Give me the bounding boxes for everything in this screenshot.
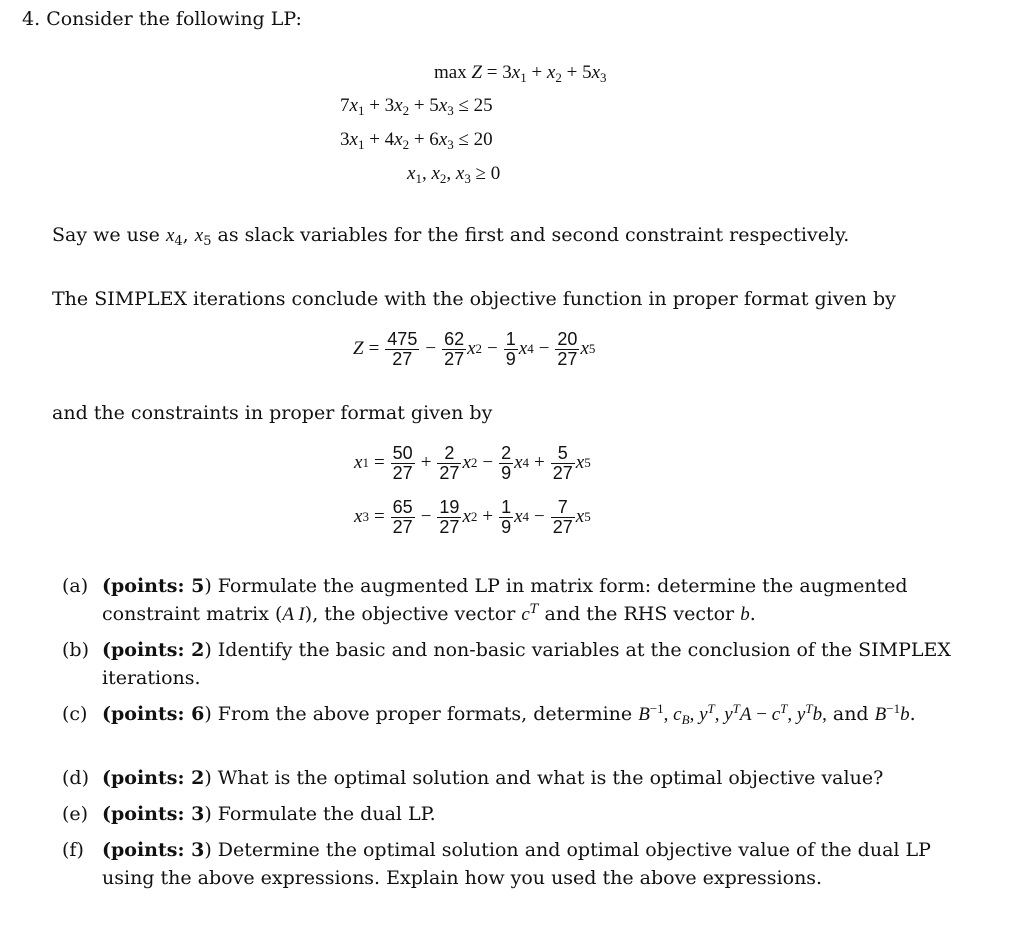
slack-pre-text: Say we use — [52, 224, 160, 246]
part-b: (b) (points: 2) Identify the basic and non-basic variables at the conclusion of the SIMPLEX iterations. — [62, 636, 962, 692]
part-d: (d) (points: 2) What is the optimal solution and what is the optimal objective value? — [62, 764, 962, 792]
problem-number: 4. — [22, 8, 41, 30]
part-b-text: Identify the basic and non-basic variables at the conclusion of the SIMPLEX iterations. — [102, 639, 951, 689]
z-const-frac: $\frac{475}{27}$ — [387, 329, 418, 369]
part-f-text: Determine the optimal solution and optimal objective value of the dual LP using the above expressions. Explain how you used the above expressions. — [102, 839, 931, 889]
part-e-label: (e) — [62, 803, 89, 825]
part-a: (a) (points: 5) Formulate the augmented LP in matrix form: determine the augmented constraint matrix (A I), the objective vector $c^T$ and the RHS vector b. — [62, 572, 962, 629]
lp-nonnegativity: $x_1$, $x_2$, $x_3 \ge 0$ — [407, 163, 501, 186]
constraints-intro: and the constraints in proper format given by — [52, 402, 493, 424]
part-a-text: Formulate the augmented LP in matrix form: determine the augmented constraint matrix — [102, 575, 908, 625]
part-f: (f) (points: 3) Determine the optimal solution and optimal objective value of the dual LP using the above expressions. Explain how you used the above expressions. — [62, 836, 962, 892]
part-e: (e) (points: 3) Formulate the dual LP. — [62, 800, 962, 828]
max-keyword: max — [434, 62, 467, 83]
x1-equation: x 1 = $\frac{50}{27}$ + $\frac{2}{27}$ x 2 − $\frac{2}{9}$ x 4 + $\frac{5}{27}$ x 5 — [354, 443, 591, 483]
part-a-label: (a) — [62, 575, 89, 597]
part-f-label: (f) — [62, 839, 84, 861]
lp-constraint-2: $3x_1 + 4x_2 + 6x_3 \le 20$ — [340, 129, 493, 152]
slack-sentence: Say we use $x_4$, $x_5$ as slack variables for the first and second constraint respectively. — [52, 224, 850, 249]
simplex-sentence: The SIMPLEX iterations conclude with the objective function in proper format given by — [52, 288, 896, 310]
part-c: (c) (points: 6) From the above proper formats, determine $B^{-1}$, $c_B$, $y^T$, $y^TA - c^T$, $y^Tb$, and $B^{-1}b$. — [62, 701, 916, 727]
z-equation: Z = $\frac{475}{27}$ − $\frac{62}{27}$ x 2 − $\frac{1}{9}$ x 4 − $\frac{20}{27}$ x 5 — [353, 329, 596, 369]
slack-post-text: as slack variables for the first and second constraint respectively. — [217, 224, 850, 246]
problem-intro: Consider the following LP: — [46, 8, 302, 30]
part-e-text: Formulate the dual LP. — [217, 803, 436, 825]
part-d-text: What is the optimal solution and what is the optimal objective value? — [217, 767, 884, 789]
problem-header — [22, 8, 302, 30]
part-b-label: (b) — [62, 639, 89, 661]
x3-equation: x 3 = $\frac{65}{27}$ − $\frac{19}{27}$ x 2 + $\frac{1}{9}$ x 4 − $\frac{7}{27}$ x 5 — [354, 497, 591, 537]
part-d-label: (d) — [62, 767, 89, 789]
lp-objective: $\max Z = 3x_1 + x_2 + 5x_3$ — [434, 62, 607, 85]
part-c-text: From the above proper formats, determine — [217, 703, 633, 725]
part-c-label: (c) — [62, 703, 88, 725]
lp-constraint-1: $7x_1 + 3x_2 + 5x_3 \le 25$ — [340, 95, 493, 118]
